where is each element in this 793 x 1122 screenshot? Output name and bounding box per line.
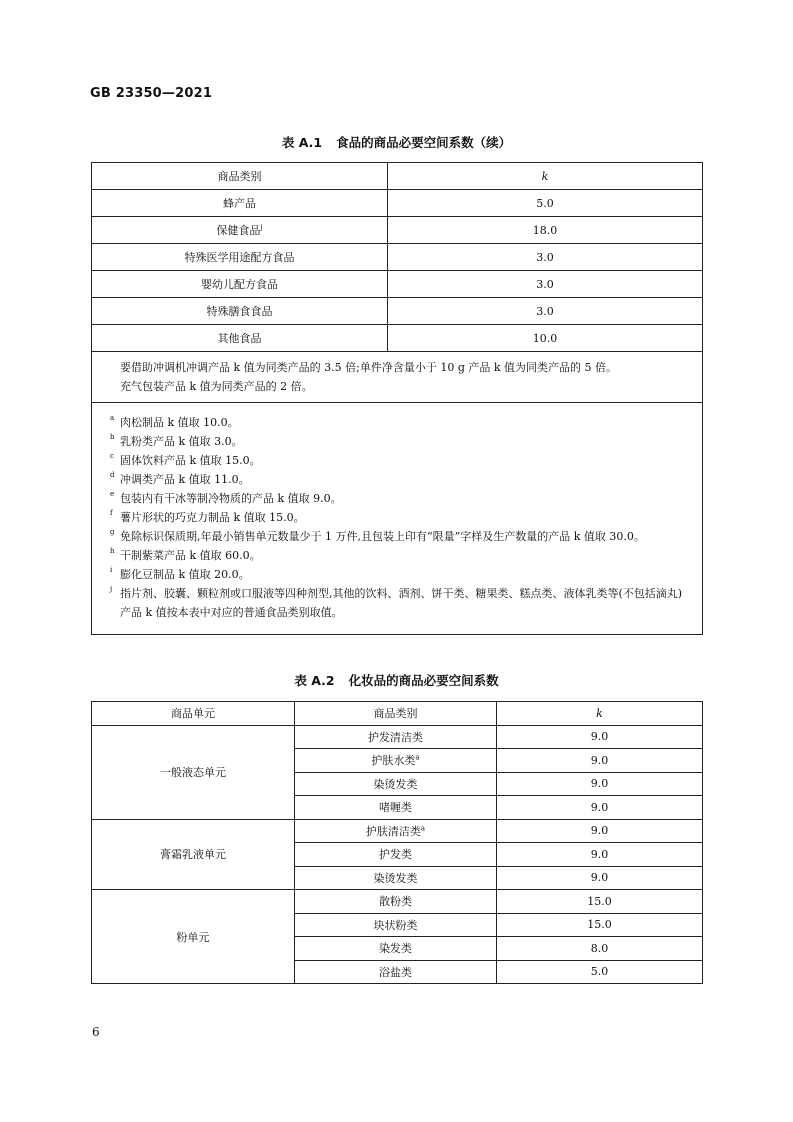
header-cell: 商品类别	[295, 702, 497, 726]
unit-cell: 膏霜乳液单元	[92, 819, 295, 890]
k-cell: 9.0	[497, 843, 703, 867]
table-a1-number: 表 A.1	[281, 135, 323, 150]
k-cell: 9.0	[497, 819, 703, 843]
header-cell-k: k	[497, 702, 703, 726]
table-a2	[91, 701, 703, 984]
k-cell: 18.0	[388, 217, 703, 244]
table-row	[92, 244, 703, 271]
header-cell: 商品类别	[92, 163, 388, 190]
footnote: e 包装内有干冰等制冷物质的产品 k 值取 9.0。	[110, 490, 342, 505]
table-row	[92, 217, 703, 244]
footnote: g 免除标识保质期,年最小销售单元数量少于 1 万件,且包装上印有“限量”字样及生产数量的产品 k 值取 30.0。	[110, 528, 645, 543]
category-cell: 特殊膳食食品	[92, 298, 388, 325]
k-cell: 9.0	[497, 866, 703, 890]
unit-cell: 一般液态单元	[92, 725, 295, 819]
footnote: h 干制紫菜产品 k 值取 60.0。	[110, 547, 261, 562]
header-cell-k: k	[388, 163, 703, 190]
table-row	[92, 325, 703, 352]
footnote: i 膨化豆制品 k 值取 20.0。	[110, 566, 250, 581]
table-row	[92, 819, 703, 843]
footnotes-cell	[92, 403, 703, 635]
footnote: b 乳粉类产品 k 值取 3.0。	[110, 433, 243, 448]
k-cell: 9.0	[497, 796, 703, 820]
category-cell: 护肤清洁类$^a$	[295, 819, 497, 843]
note-line: 充气包装产品 k 值为同类产品的 2 倍。	[120, 380, 313, 393]
k-cell: 3.0	[388, 244, 703, 271]
k-cell: 15.0	[497, 913, 703, 937]
category-cell: 啫喱类	[295, 796, 497, 820]
category-cell: 散粉类	[295, 890, 497, 914]
footnote: f 薯片形状的巧克力制品 k 值取 15.0。	[110, 509, 305, 524]
category-cell: 护发清洁类	[295, 725, 497, 749]
k-cell: 10.0	[388, 325, 703, 352]
table-a2-title	[0, 671, 793, 689]
page-number: 6	[92, 1025, 100, 1039]
footnote: a 肉松制品 k 值取 10.0。	[110, 414, 239, 429]
category-cell: 染烫发类	[295, 772, 497, 796]
table-row	[92, 271, 703, 298]
table-a1	[91, 162, 703, 635]
k-cell: 5.0	[388, 190, 703, 217]
category-cell: 染发类	[295, 937, 497, 961]
k-cell: 9.0	[497, 749, 703, 773]
table-a2-caption: 化妆品的商品必要空间系数	[348, 673, 499, 688]
category-cell: 护发类	[295, 843, 497, 867]
k-cell: 8.0	[497, 937, 703, 961]
table-a1-header-row	[92, 163, 703, 190]
category-cell: 染烫发类	[295, 866, 497, 890]
k-cell: 3.0	[388, 298, 703, 325]
k-cell: 9.0	[497, 725, 703, 749]
category-cell: 婴幼儿配方食品	[92, 271, 388, 298]
table-a2-number: 表 A.2	[294, 673, 335, 688]
category-cell: 浴盐类	[295, 960, 497, 984]
notes-row	[92, 352, 703, 403]
k-cell: 3.0	[388, 271, 703, 298]
table-row	[92, 890, 703, 914]
unit-cell: 粉单元	[92, 890, 295, 984]
notes-cell	[92, 352, 703, 403]
category-cell: 保健食品$^j$	[92, 217, 388, 244]
category-cell: 蜂产品	[92, 190, 388, 217]
footnote: d 冲调类产品 k 值取 11.0。	[110, 471, 250, 486]
footnote: j 指片剂、胶囊、颗粒剂或口服液等四种剂型,其他的饮料、酒剂、饼干类、糖果类、糕点类、液体乳类等(不包括滴丸)产品 k 值按本表中对应的普通食品类别取值。	[110, 585, 683, 619]
k-cell: 5.0	[497, 960, 703, 984]
footnotes-row	[92, 403, 703, 635]
table-row	[92, 190, 703, 217]
table-a2-header-row	[92, 702, 703, 726]
footnote: c 固体饮料产品 k 值取 15.0。	[110, 452, 261, 467]
category-cell: 护肤水类$^a$	[295, 749, 497, 773]
table-row	[92, 725, 703, 749]
category-cell: 特殊医学用途配方食品	[92, 244, 388, 271]
header-cell: 商品单元	[92, 702, 295, 726]
k-cell: 9.0	[497, 772, 703, 796]
category-cell: 块状粉类	[295, 913, 497, 937]
k-cell: 15.0	[497, 890, 703, 914]
table-row	[92, 298, 703, 325]
table-a1-title	[0, 133, 793, 151]
table-a1-caption: 食品的商品必要空间系数（续）	[336, 135, 512, 150]
standard-code: GB 23350—2021	[90, 86, 213, 101]
note-line: 要借助冲调机冲调产品 k 值为同类产品的 3.5 倍;单件净含量小于 10 g 产品 k 值为同类产品的 5 倍。	[120, 361, 618, 374]
category-cell: 其他食品	[92, 325, 388, 352]
